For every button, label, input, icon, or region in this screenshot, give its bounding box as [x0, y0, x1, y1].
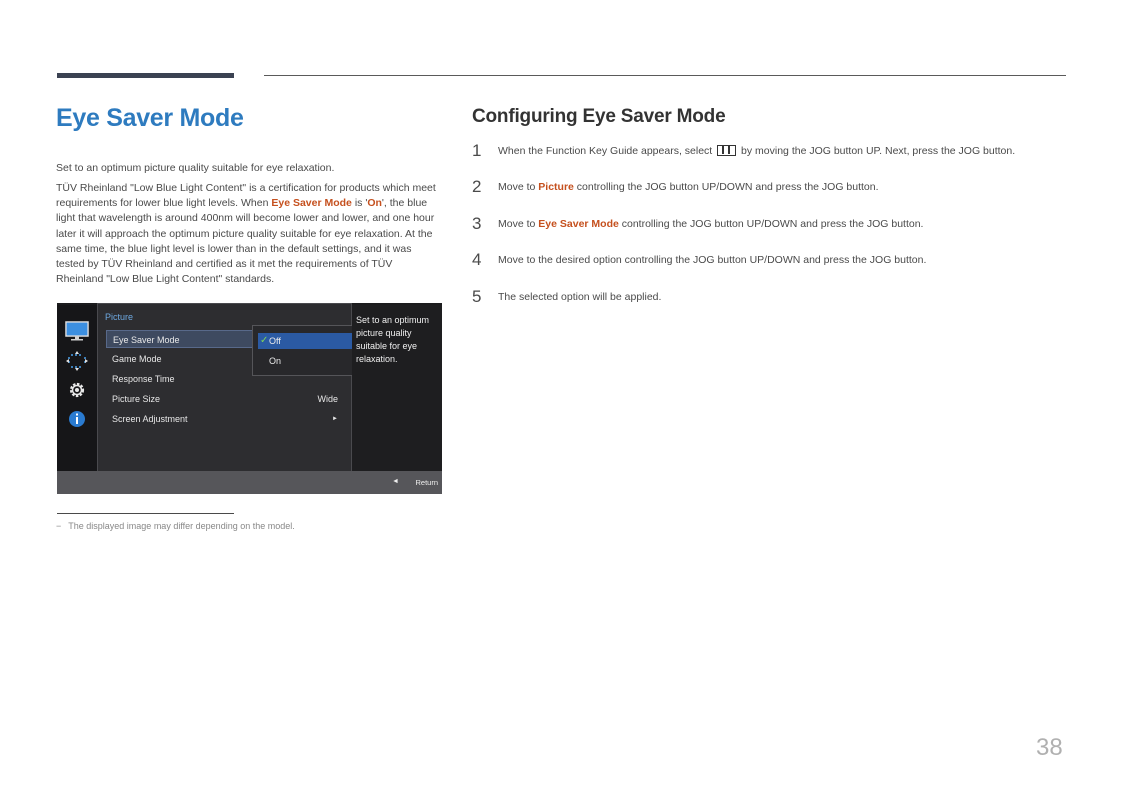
osd-item-label: Game Mode [112, 354, 162, 364]
step-number: 1 [472, 141, 482, 160]
step-number: 3 [472, 214, 482, 233]
osd-item-picture-size[interactable] [106, 390, 346, 408]
step-text: The selected option will be applied. [498, 291, 662, 303]
highlight-picture: Picture [538, 181, 574, 193]
footnote [56, 521, 295, 531]
highlight-eye-saver-mode: Eye Saver Mode [538, 218, 619, 230]
osd-menu-panel [97, 303, 352, 473]
step-text-a: Move to [498, 181, 539, 193]
footnote-dash: − [56, 521, 62, 531]
page-number: 38 [1036, 734, 1063, 761]
step-text-b: controlling the JOG button UP/DOWN and press the JOG button. [618, 218, 924, 230]
osd-item-label: Eye Saver Mode [113, 335, 180, 345]
osd-bottom-bar [57, 471, 442, 494]
step-text-b: by moving the JOG button UP. Next, press the JOG button. [738, 145, 1016, 157]
step-text-b: controlling the JOG button UP/DOWN and press the JOG button. [573, 181, 879, 193]
osd-item-value: Wide [317, 394, 338, 404]
highlight-on: On [367, 197, 382, 210]
osd-section-title: Picture [105, 312, 134, 322]
step-text-a: Move to [498, 218, 539, 230]
step-text [498, 218, 923, 230]
header-rule-thin [264, 75, 1066, 76]
osd-item-label: Response Time [112, 374, 175, 384]
osd-item-label: Picture Size [112, 394, 161, 404]
osd-screenshot [57, 303, 442, 494]
osd-icon-rail [57, 305, 97, 471]
section-title: Configuring Eye Saver Mode [472, 106, 726, 127]
certification-paragraph [56, 181, 441, 287]
para-text-a: TÜV Rheinland "Low Blue Light Content" is a certification for products which meet requirements for lower blue light levels. When [56, 182, 436, 210]
osd-description-panel [352, 305, 442, 471]
step-number: 2 [472, 177, 482, 196]
step-text [498, 145, 1015, 157]
osd-item-screen-adjustment[interactable] [106, 410, 346, 428]
header-rule-thick [57, 73, 234, 78]
function-key-icon [717, 145, 736, 156]
check-icon: ✓ [260, 335, 269, 346]
return-label[interactable]: Return [415, 478, 438, 487]
page-title: Eye Saver Mode [56, 104, 244, 132]
step-text [498, 181, 879, 193]
osd-description: Set to an optimum picture quality suitable for eye relaxation. [356, 315, 430, 364]
highlight-eye-saver-mode: Eye Saver Mode [271, 197, 352, 210]
chevron-right-icon: ► [332, 416, 338, 422]
step-number: 5 [472, 287, 482, 306]
step-number: 4 [472, 250, 482, 269]
para-text-b: is ' [351, 197, 368, 210]
monitor-icon [65, 320, 89, 342]
footnote-rule [57, 513, 234, 514]
info-icon [65, 408, 89, 430]
step-text-a: When the Function Key Guide appears, select [498, 145, 716, 157]
osd-option-label: Off [269, 336, 281, 346]
return-arrow-icon[interactable]: ◄ [392, 478, 399, 485]
footnote-text: The displayed image may differ depending on the model. [68, 521, 295, 531]
step-text: Move to the desired option controlling the JOG button UP/DOWN and press the JOG button. [498, 254, 927, 266]
resize-arrows-icon [65, 350, 89, 372]
intro-paragraph: Set to an optimum picture quality suitable for eye relaxation. [56, 162, 335, 174]
gear-icon [65, 379, 89, 401]
osd-item-label: Screen Adjustment [112, 414, 188, 424]
para-text-c: ', the blue light that wavelength is around 400nm will become lower and lower, and one hour later it will approach the optimum picture quality suitable for eye relaxation. At the same time, the blue light level is lower than in the default settings, and it was tested by TÜV Rheinland and certified as it met the requirements of TÜV Rheinland "Low Blue Light Content" standards. [56, 197, 435, 286]
osd-option-label: On [269, 356, 282, 366]
